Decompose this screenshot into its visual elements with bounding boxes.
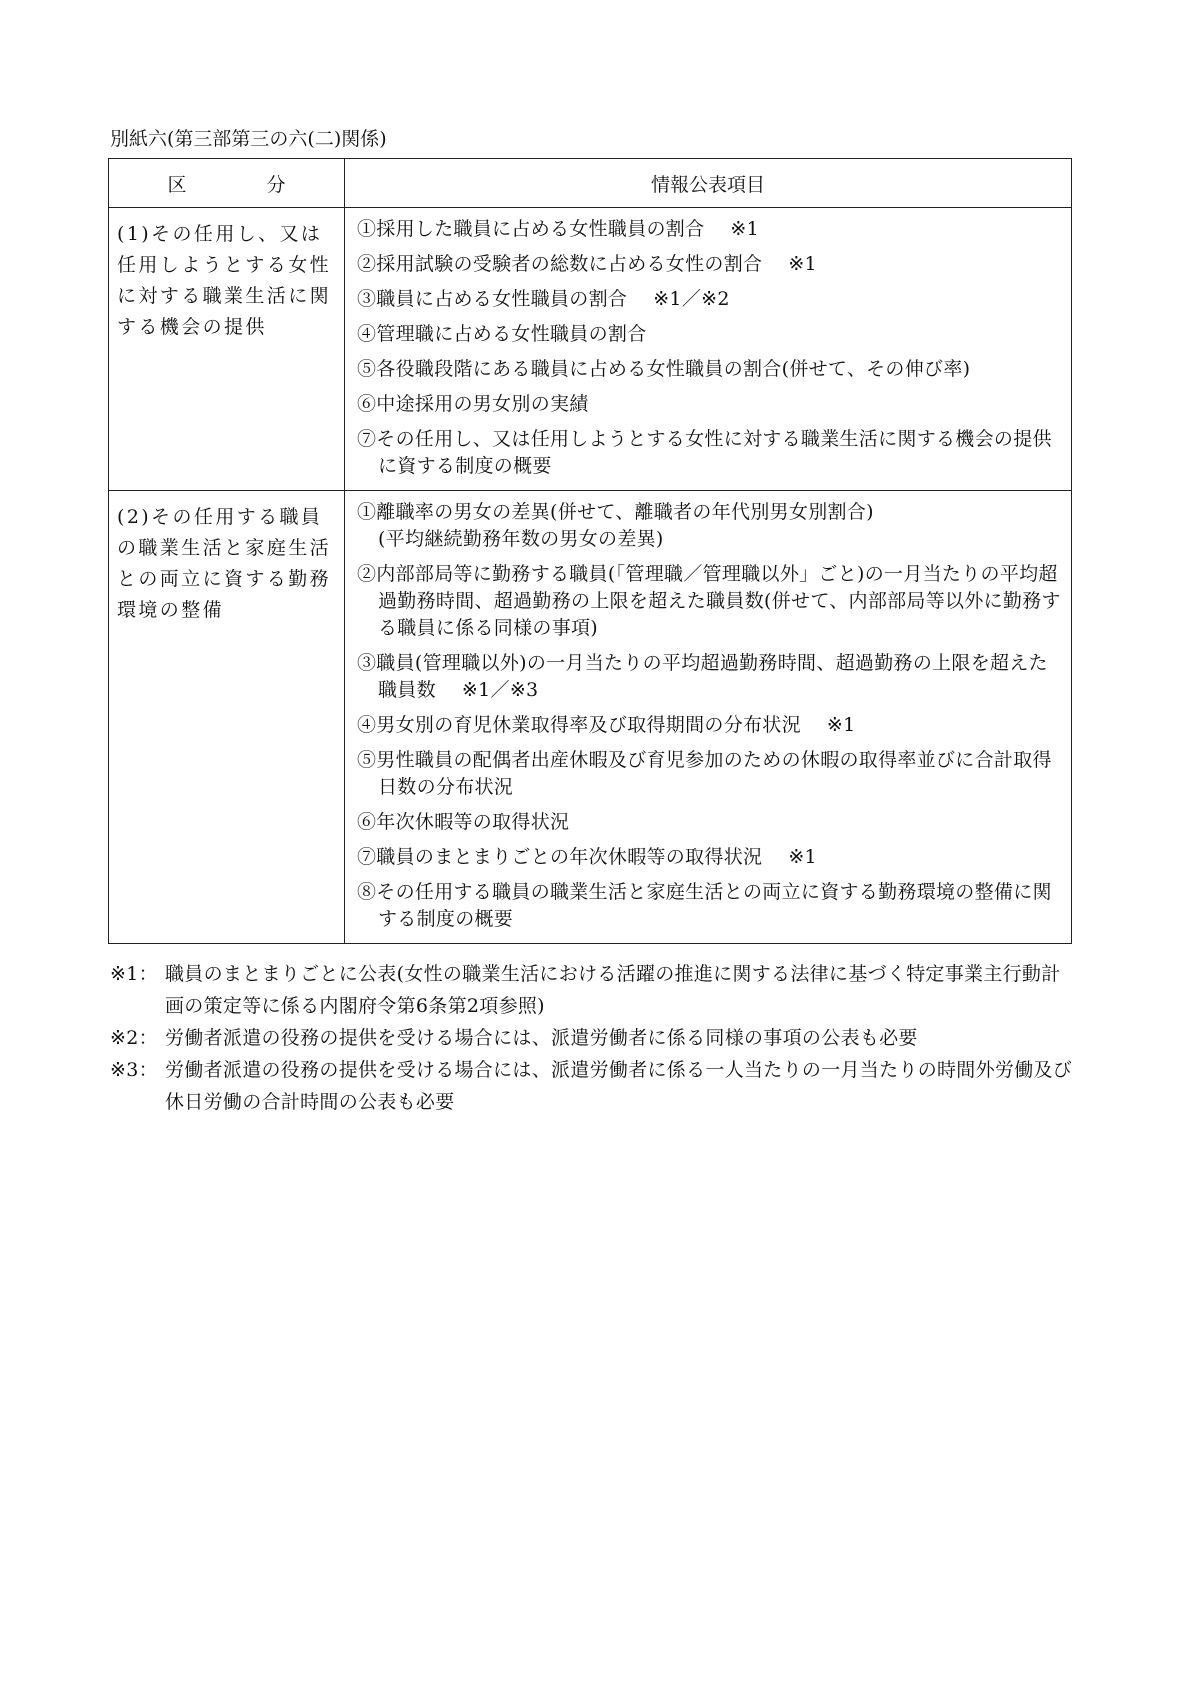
- item-text: ③職員に占める女性職員の割合: [357, 288, 628, 310]
- list-item: [357, 216, 1063, 243]
- information-disclosure-table: [108, 158, 1072, 944]
- category-header: [109, 159, 345, 208]
- list-item: [357, 844, 1063, 871]
- category-cell: (1)その任用し、又は任用しようとする女性に対する職業生活に関する機会の提供: [109, 208, 345, 491]
- items-cell: [345, 491, 1072, 944]
- table-header-row: [109, 159, 1072, 208]
- item-text: ④男女別の育児休業取得率及び取得期間の分布状況: [357, 714, 801, 736]
- item-text: ⑧その任用する職員の職業生活と家庭生活との両立に資する勤務環境の整備に関する制度の概要: [357, 881, 1052, 930]
- list-item: [357, 356, 1063, 383]
- list-item: [357, 561, 1063, 642]
- footnote-text: 職員のまとまりごとに公表(女性の職業生活における活躍の推進に関する法律に基づく特定事業主行動計画の策定等に係る内閣府令第6条第2項参照): [165, 963, 1061, 1017]
- footnote-text: 労働者派遣の役務の提供を受ける場合には、派遣労働者に係る一人当たりの一月当たりの時間外労働及び休日労働の合計時間の公表も必要: [165, 1059, 1073, 1113]
- list-item: [357, 747, 1063, 801]
- footnote: [110, 1022, 1075, 1054]
- item-text: ②採用試験の受験者の総数に占める女性の割合: [357, 253, 763, 275]
- footnote: [110, 958, 1075, 1022]
- footnote-text: 労働者派遣の役務の提供を受ける場合には、派遣労働者に係る同様の事項の公表も必要: [165, 1027, 918, 1049]
- item-text: ①離職率の男女の差異(併せて、離職者の年代別男女別割合): [357, 501, 874, 523]
- table-row: [109, 208, 1072, 491]
- item-text: ③職員(管理職以外)の一月当たりの平均超過勤務時間、超過勤務の上限を超えた職員数: [357, 652, 1048, 701]
- list-item: [357, 499, 1063, 553]
- items-cell: [345, 208, 1072, 491]
- note-reference: ※1／※3: [461, 679, 539, 701]
- category-cell: (2)その任用する職員の職業生活と家庭生活との両立に資する勤務環境の整備: [109, 491, 345, 944]
- footnote: [110, 1054, 1075, 1118]
- item-text: ⑥年次休暇等の取得状況: [357, 811, 570, 833]
- list-item: [357, 426, 1063, 480]
- note-reference: ※1: [788, 253, 817, 275]
- note-reference: ※1: [826, 714, 856, 736]
- item-text: ①採用した職員に占める女性職員の割合: [357, 218, 705, 240]
- category-header-part2: 分: [266, 173, 286, 196]
- item-text: ⑦その任用し、又は任用しようとする女性に対する職業生活に関する機会の提供に資する制度の概要: [357, 428, 1052, 477]
- item-text: ⑤各役職段階にある職員に占める女性職員の割合(併せて、その伸び率): [357, 358, 971, 380]
- item-text: ⑤男性職員の配偶者出産休暇及び育児参加のための休暇の取得率並びに合計取得日数の分布状況: [357, 749, 1052, 798]
- list-item: [357, 391, 1063, 418]
- list-item: [357, 251, 1063, 278]
- item-text: ⑦職員のまとまりごとの年次休暇等の取得状況: [357, 846, 763, 868]
- item-text: ⑥中途採用の男女別の実績: [357, 393, 589, 415]
- list-item: [357, 712, 1063, 739]
- document-title: 別紙六(第三部第三の六(二)関係): [110, 128, 387, 150]
- table-row: [109, 491, 1072, 944]
- list-item: [357, 809, 1063, 836]
- item-subtext: (平均継続勤務年数の男女の差異): [378, 528, 664, 550]
- category-header-part1: 区: [167, 173, 187, 196]
- footnote-label: ※3：: [110, 1059, 158, 1081]
- list-item: [357, 321, 1063, 348]
- footnotes: [110, 958, 1075, 1118]
- note-reference: ※1: [788, 846, 817, 868]
- list-item: [357, 879, 1063, 933]
- footnote-label: ※1：: [110, 963, 158, 985]
- list-item: [357, 286, 1063, 313]
- note-reference: ※1／※2: [653, 288, 730, 310]
- items-header: 情報公表項目: [345, 159, 1072, 208]
- footnote-label: ※2：: [110, 1027, 158, 1049]
- item-text: ④管理職に占める女性職員の割合: [357, 323, 647, 345]
- item-text: ②内部部局等に勤務する職員(「管理職／管理職以外」ごと)の一月当たりの平均超過勤務時間、超過勤務の上限を超えた職員数(併せて、内部部局等以外に勤務する職員に係る同様の事項): [357, 563, 1061, 639]
- note-reference: ※1: [730, 218, 760, 240]
- list-item: [357, 650, 1063, 704]
